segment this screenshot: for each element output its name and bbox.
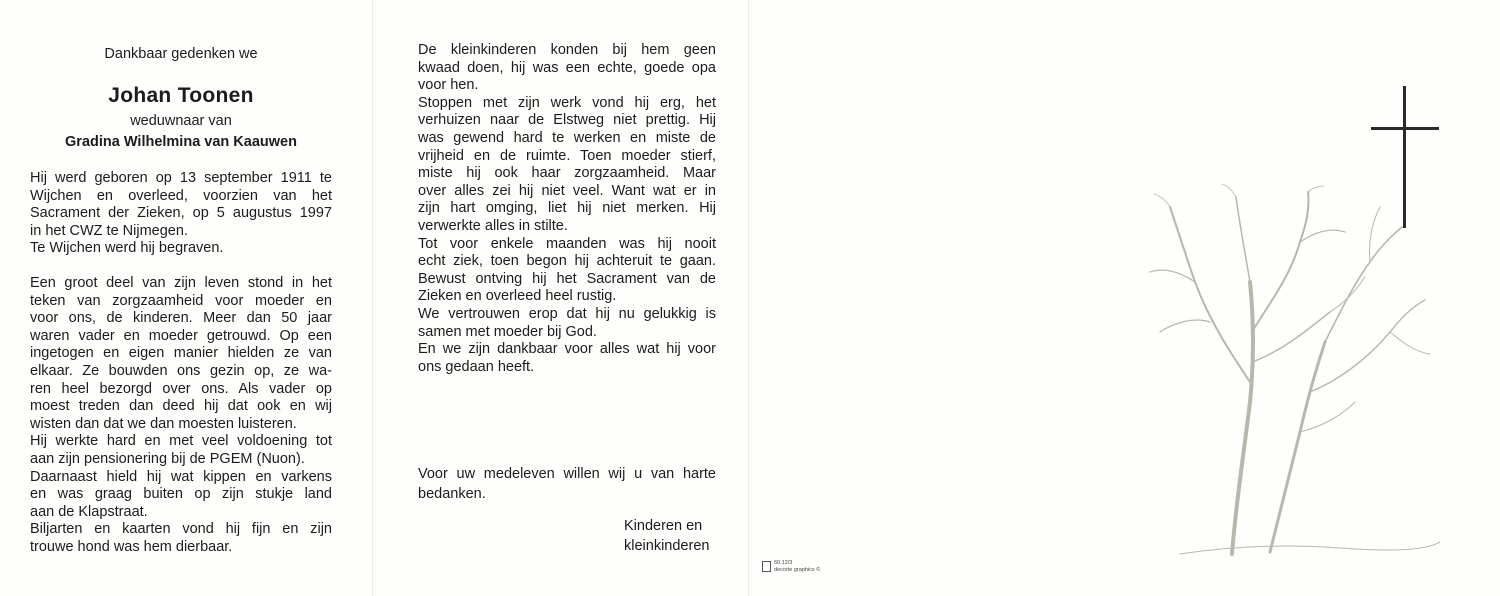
text-line: was gewend hard te werken en miste de: [418, 129, 716, 146]
tree-branch: [1170, 207, 1250, 382]
spouse-name: Gradina Wilhelmina van Kaauwen: [65, 134, 297, 150]
text-line: voor hen.: [418, 77, 479, 94]
text-line: kwaad doen, hij was een echte, goede opa: [418, 59, 716, 76]
text-line: voor ons, de kinderen. Meer dan 50 jaar: [30, 310, 332, 327]
text-line: Bewust ontving hij het Sacrament van de: [418, 270, 716, 287]
text-line: bedanken.: [418, 486, 486, 502]
text-line: moest treden dan deed hij dat ook en wij: [30, 398, 332, 415]
text-line: Hij werd geboren op 13 september 1911 te: [30, 170, 332, 186]
text-line: Tot voor enkele maanden was hij nooit: [418, 235, 716, 252]
birth-death-paragraph: [30, 170, 332, 258]
text-line: vrijheid en de ruimte. Toen moeder stierf,: [418, 147, 716, 164]
intro-line: Dankbaar gedenken we: [104, 46, 258, 62]
thanks-paragraph: [418, 464, 716, 504]
text-line: ren heel bezorgd over ons. Als vader op: [30, 380, 332, 397]
text-line: echt ziek, toen begon hij achteruit te gaan.: [418, 253, 716, 270]
text-line: ons gedaan heeft.: [418, 358, 535, 375]
text-line: Stoppen met zijn werk vond hij erg, het: [418, 94, 716, 111]
tree-twig: [1222, 184, 1236, 197]
deceased-name: Johan Toonen: [108, 84, 254, 107]
tree-trunk: [1270, 342, 1325, 552]
ground-line: [1180, 542, 1440, 554]
signoff-line: kleinkinderen: [624, 538, 710, 554]
tree-twig: [1154, 194, 1170, 207]
text-line: Zieken en overleed heel rustig.: [418, 288, 617, 305]
cross-icon-bar: [1371, 127, 1439, 130]
tree-branch: [1325, 227, 1402, 342]
text-line: Een groot deel van zijn leven stond in het: [30, 275, 332, 291]
text-line: De kleinkinderen konden bij hem geen: [418, 42, 716, 58]
text-line: verhuizen naar de Elstweg niet prettig. Hij: [418, 112, 716, 129]
tree-branch: [1252, 312, 1330, 362]
memories-paragraph: [418, 42, 716, 376]
tree-branch: [1369, 207, 1380, 262]
tree-branch: [1390, 332, 1430, 354]
left-panel: [30, 0, 332, 596]
fold-line-2: [748, 0, 749, 596]
text-line: aan de Klapstraat.: [30, 503, 148, 520]
text-line: zijn hart omging, liet hij niet merken. Hij: [418, 200, 716, 217]
text-line: en was graag buiten op zijn stukje land: [30, 486, 332, 503]
text-line: Wijchen en overleed, voorzien van het: [30, 187, 332, 204]
text-line: teken van zorgzaamheid voor moeder en: [30, 292, 332, 309]
tree-illustration: [1140, 182, 1440, 562]
printer-name: decorte graphics ©: [774, 567, 821, 573]
text-line: wisten dan dat we dan moesten luisteren.: [30, 415, 297, 432]
printer-code: 60.12/3: [774, 560, 793, 566]
signoff: [624, 516, 709, 556]
signoff-line: Kinderen en: [624, 518, 703, 534]
text-line: ingetogen en eigen manier hielden ze van: [30, 345, 332, 362]
tree-branch: [1300, 402, 1355, 432]
text-line: aan zijn pensionering bij de PGEM (Nuon).: [30, 450, 305, 467]
life-paragraph: [30, 275, 332, 557]
widower-of: weduwnaar van: [130, 113, 232, 129]
text-line: elkaar. Ze bouwden ons gezin op, ze wa-: [30, 362, 332, 379]
text-line: Te Wijchen werd hij begraven.: [30, 240, 224, 257]
text-line: Biljarten en kaarten vond hij fijn en zijn: [30, 521, 332, 538]
text-line: Daarnaast hield hij wat kippen en varkens: [30, 468, 332, 485]
middle-panel: [418, 0, 716, 596]
text-line: miste hij ook haar zorgzaamheid. Maar: [418, 165, 716, 182]
tree-twig: [1308, 186, 1324, 192]
tree-branch: [1160, 320, 1210, 332]
fold-line-1: [372, 0, 373, 596]
text-line: Hij werkte hard en met veel voldoening tot: [30, 433, 332, 450]
text-line: over alles zei hij niet veel. Want wat er in: [418, 182, 716, 199]
text-line: samen met moeder bij God.: [418, 323, 597, 340]
text-line: waren vader en moeder getrouwd. Op een: [30, 327, 332, 344]
printer-logo-icon: [762, 561, 771, 572]
tree-branch: [1150, 270, 1195, 282]
tree-trunk: [1232, 282, 1253, 554]
text-line: We vertrouwen erop dat hij nu gelukkig is: [418, 305, 716, 322]
tree-branch: [1330, 277, 1365, 312]
text-line: trouwe hond was hem dierbaar.: [30, 538, 233, 555]
tree-branch: [1236, 197, 1250, 282]
text-line: En we zijn dankbaar voor alles wat hij voor: [418, 341, 716, 358]
text-line: verwerkte alles in stilte.: [418, 217, 568, 234]
tree-branch: [1252, 192, 1308, 332]
text-line: in het CWZ te Nijmegen.: [30, 222, 188, 239]
printer-logo: [762, 560, 820, 574]
text-line: Sacrament der Zieken, op 5 augustus 1997: [30, 205, 332, 222]
text-line: Voor uw medeleven willen wij u van harte: [418, 466, 716, 482]
tree-branch: [1300, 230, 1345, 242]
